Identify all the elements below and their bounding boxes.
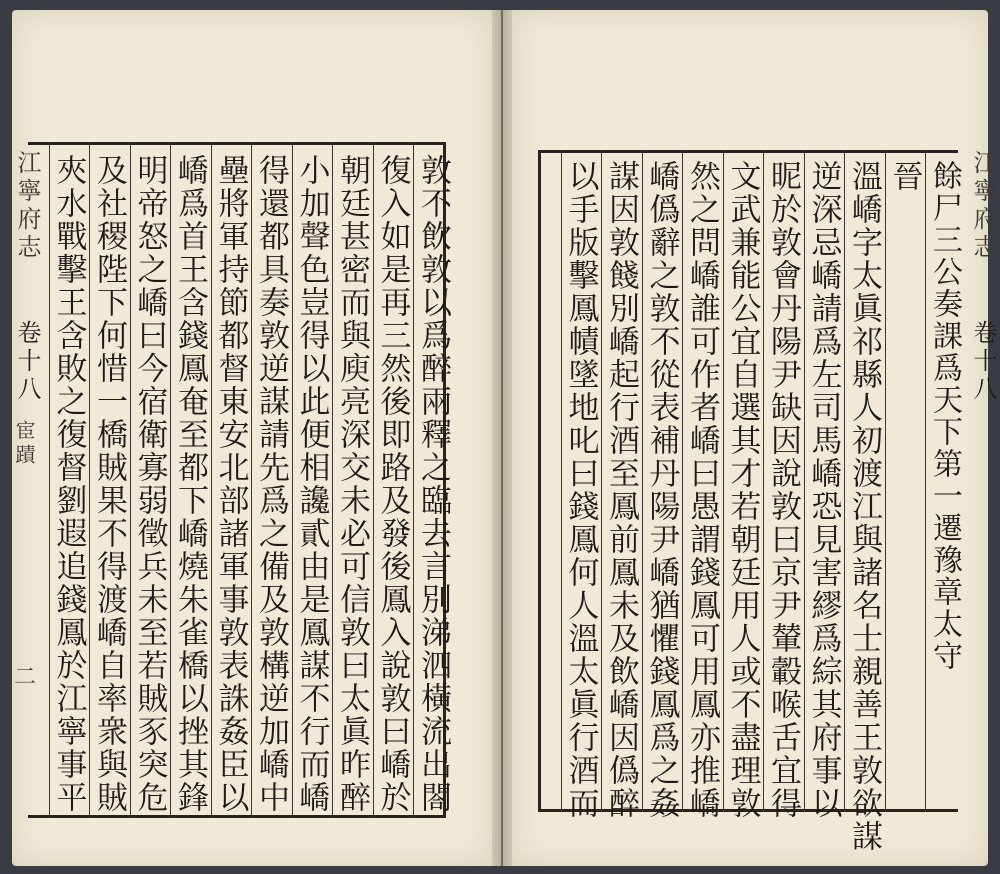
right-column-rule (804, 150, 805, 812)
left-margin-header: 江寧府志 (13, 150, 41, 262)
left-column-rule (413, 142, 414, 818)
right-text-column: 晉 (886, 160, 923, 193)
left-text-column: 朝廷甚密而與庾亮深交未必可信敦曰太眞昨醉 (334, 154, 370, 814)
left-text-column: 嶠爲首王含錢鳳奄至都下嶠燒朱雀橋以挫其鋒 (172, 154, 208, 814)
left-text-column: 明帝怒之嶠曰今宿衛寡弱徵兵未至若賊豕突危 (131, 154, 168, 814)
left-text-column: 及社稷陛下何惜一橋賊果不得渡嶠自率衆與賊 (91, 154, 127, 814)
right-column-rule (682, 150, 683, 812)
right-text-column: 嶠僞辭之敦不從表補丹陽尹嶠猶懼錢鳳爲之姦 (643, 160, 680, 820)
right-column-rule (925, 150, 926, 812)
left-column-rule (292, 142, 293, 818)
left-page-number: 二 (14, 665, 37, 690)
right-chapter-mark: 卷十八 (969, 320, 997, 404)
right-column-rule (763, 150, 764, 812)
right-text-column: 餘尸三公奏課爲天下第一遷豫章太守 (927, 160, 962, 672)
left-column-rule (211, 142, 212, 818)
left-column-rule (130, 142, 131, 818)
left-column-rule (170, 142, 171, 818)
left-text-column: 復入如是再三然後即路及發後鳳入說敦曰嶠於 (374, 154, 411, 814)
left-column-rule (251, 142, 252, 818)
right-text-column: 以手版擊鳳幘墜地叱曰錢鳳何人溫太眞行酒而 (562, 160, 599, 820)
right-text-column: 然之問嶠誰可作者嶠曰愚謂錢鳳可用鳳亦推嶠 (684, 160, 720, 820)
right-column-rule (642, 150, 643, 812)
right-text-column: 文武兼能公宜自選其才若朝廷用人或不盡理敦 (724, 160, 761, 820)
left-column-rule (332, 142, 333, 818)
left-text-column: 得還都具奏敦逆謀請先爲之備及敦構逆加嶠中 (253, 154, 289, 814)
left-column-rule (49, 142, 50, 818)
left-column-rule (89, 142, 90, 818)
right-margin-header: 江寧府志 (969, 150, 997, 262)
left-section-label: 宦蹟 (12, 420, 36, 468)
left-text-column: 小加聲色豈得以此便相讒貳由是鳳謀不行而嶠 (293, 154, 330, 814)
right-column-rule (723, 150, 724, 812)
right-column-rule (844, 150, 845, 812)
right-text-column: 昵於敦會丹陽尹缺因說敦曰京尹輦轂喉舌宜得 (765, 160, 801, 820)
book-gutter (492, 10, 512, 866)
left-column-rule (373, 142, 374, 818)
left-text-column: 壘將軍持節都督東安北部諸軍事敦表誅姦臣以 (212, 154, 249, 814)
right-column-rule (601, 150, 602, 812)
right-column-rule (885, 150, 886, 812)
right-text-column: 謀因敦餞別嶠起行酒至鳳前鳳未及飲嶠因僞醉 (603, 160, 639, 820)
right-column-rule (561, 150, 562, 812)
right-text-column: 溫嶠字太眞祁縣人初渡江與諸名士親善王敦欲謀 (846, 160, 882, 853)
left-text-column: 敦不飲敦以爲醉兩釋之臨去言別涕泗橫流出閤 (415, 154, 451, 814)
left-chapter-mark: 卷十八 (13, 320, 41, 404)
left-text-column: 夾水戰擊王含敗之復督劉遐追錢鳳於江寧事平 (50, 154, 87, 814)
right-text-column: 逆深忌嶠請爲左司馬嶠恐見害繆爲綜其府事以 (805, 160, 842, 820)
